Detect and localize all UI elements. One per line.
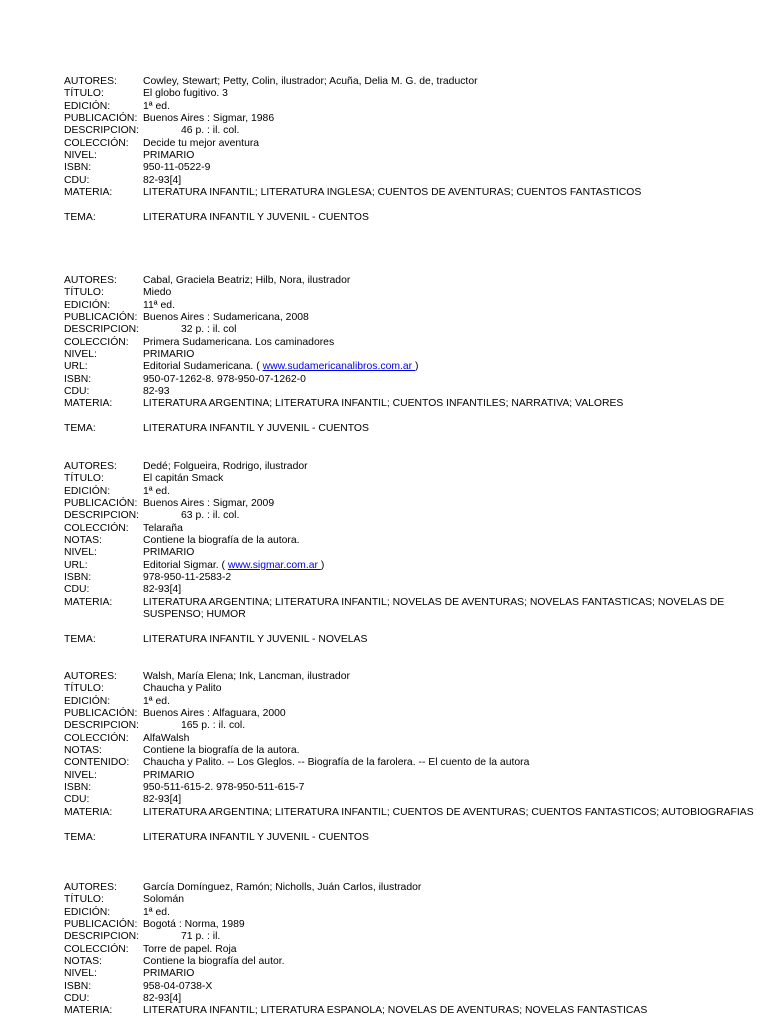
collection-value: Torre de papel. Roja bbox=[143, 943, 237, 955]
catalog-record bbox=[64, 461, 754, 646]
field-label: CDU: bbox=[64, 993, 90, 1005]
authors-value: García Domínguez, Ramón; Nicholls, Juán Carlos, ilustrador bbox=[143, 882, 422, 893]
edition-value: 1ª ed. bbox=[143, 906, 170, 918]
title-value: El capitán Smack bbox=[143, 473, 224, 485]
field-descripcion bbox=[64, 931, 754, 943]
field-label: PUBLICACIÓN: bbox=[64, 312, 138, 324]
theme-value: LITERATURA INFANTIL Y JUVENIL - CUENTOS bbox=[143, 423, 369, 435]
field-publicacion bbox=[64, 312, 754, 324]
field-cdu bbox=[64, 175, 754, 187]
field-label: NOTAS: bbox=[64, 535, 102, 547]
field-url bbox=[64, 361, 754, 373]
field-label: NOTAS: bbox=[64, 956, 102, 968]
field-materia bbox=[64, 807, 754, 819]
field-titulo bbox=[64, 473, 754, 485]
url-suffix: ) bbox=[320, 559, 325, 571]
level-value: PRIMARIO bbox=[143, 547, 195, 559]
url-value bbox=[143, 361, 754, 373]
level-value: PRIMARIO bbox=[143, 769, 195, 781]
field-label: CONTENIDO: bbox=[64, 757, 130, 769]
level-value: PRIMARIO bbox=[143, 150, 195, 162]
field-coleccion bbox=[64, 733, 754, 745]
field-edicion bbox=[64, 696, 754, 708]
field-tema bbox=[64, 423, 754, 435]
field-label: NOTAS: bbox=[64, 745, 102, 757]
notes-value: Contiene la biografía de la autora. bbox=[143, 535, 300, 547]
field-label: DESCRIPCION: bbox=[64, 931, 140, 943]
theme-value: LITERATURA INFANTIL Y JUVENIL - CUENTOS bbox=[143, 831, 369, 843]
field-label: EDICIÓN: bbox=[64, 100, 111, 112]
field-notas bbox=[64, 535, 754, 547]
field-descripcion bbox=[64, 324, 754, 336]
field-label: EDICIÓN: bbox=[64, 695, 111, 707]
field-materia bbox=[64, 187, 754, 199]
field-tema bbox=[64, 212, 754, 224]
field-materia bbox=[64, 597, 754, 622]
field-label: ISBN: bbox=[64, 782, 92, 794]
field-label: TEMA: bbox=[64, 831, 96, 843]
theme-value: LITERATURA INFANTIL Y JUVENIL - NOVELAS bbox=[143, 633, 368, 645]
field-label: DESCRIPCION: bbox=[64, 720, 140, 732]
catalog-record bbox=[64, 76, 754, 224]
field-label: MATERIA: bbox=[64, 398, 113, 410]
field-label: AUTORES: bbox=[64, 275, 117, 286]
field-materia bbox=[64, 398, 754, 410]
field-label: TEMA: bbox=[64, 211, 96, 223]
field-isbn bbox=[64, 162, 754, 174]
cdu-value: 82-93[4] bbox=[143, 174, 182, 186]
field-isbn bbox=[64, 981, 754, 993]
collection-value: AlfaWalsh bbox=[143, 732, 190, 744]
field-titulo bbox=[64, 894, 754, 906]
url-prefix: Editorial Sudamericana. ( bbox=[143, 361, 263, 373]
collection-value: Primera Sudamericana. Los caminadores bbox=[143, 336, 335, 348]
publication-value: Buenos Aires : Sigmar, 2009 bbox=[143, 498, 275, 510]
isbn-value: 978-950-11-2583-2 bbox=[143, 572, 232, 584]
collection-value: Decide tu mejor aventura bbox=[143, 137, 260, 149]
field-label: TÍTULO: bbox=[64, 894, 104, 906]
field-tema bbox=[64, 832, 754, 844]
catalog-record bbox=[64, 671, 754, 844]
field-label: COLECCIÓN: bbox=[64, 336, 129, 348]
subject-value: LITERATURA ARGENTINA; LITERATURA INFANTIL; NOVELAS DE AVENTURAS; NOVELAS FANTASTICAS; NOVELAS DE SUSPENSO; HUMOR bbox=[143, 596, 725, 621]
field-label: CDU: bbox=[64, 794, 90, 806]
field-label: TÍTULO: bbox=[64, 473, 104, 485]
description-value: 165 p. : il. col. bbox=[181, 720, 246, 732]
authors-value: Cabal, Graciela Beatriz; Hilb, Nora, ilustrador bbox=[143, 275, 351, 286]
field-nivel bbox=[64, 770, 754, 782]
field-isbn bbox=[64, 782, 754, 794]
field-edicion bbox=[64, 101, 754, 113]
field-label: COLECCIÓN: bbox=[64, 732, 129, 744]
url-suffix: ) bbox=[415, 361, 419, 373]
field-notas bbox=[64, 956, 754, 968]
field-label: TÍTULO: bbox=[64, 287, 104, 299]
field-nivel bbox=[64, 349, 754, 361]
catalog-record bbox=[64, 275, 754, 436]
field-coleccion bbox=[64, 138, 754, 150]
edition-value: 1ª ed. bbox=[143, 100, 170, 112]
field-publicacion bbox=[64, 113, 754, 125]
field-label: MATERIA: bbox=[64, 806, 113, 818]
field-label: DESCRIPCION: bbox=[64, 125, 140, 137]
field-label: ISBN: bbox=[64, 572, 92, 584]
field-cdu bbox=[64, 794, 754, 806]
field-label: CDU: bbox=[64, 386, 90, 398]
field-isbn bbox=[64, 572, 754, 584]
field-label: NIVEL: bbox=[64, 349, 97, 361]
field-materia bbox=[64, 1005, 754, 1017]
field-publicacion bbox=[64, 498, 754, 510]
field-label: AUTORES: bbox=[64, 671, 117, 682]
field-label: AUTORES: bbox=[64, 76, 117, 87]
field-label: ISBN: bbox=[64, 980, 92, 992]
field-label: URL: bbox=[64, 559, 88, 571]
authors-value: Cowley, Stewart; Petty, Colin, ilustrador; Acuña, Delia M. G. de, traductor bbox=[143, 76, 478, 87]
publisher-link[interactable]: www.sudamericanalibros.com.ar bbox=[262, 361, 416, 373]
subject-value: LITERATURA INFANTIL; LITERATURA INGLESA; CUENTOS DE AVENTURAS; CUENTOS FANTASTICOS bbox=[143, 187, 642, 199]
field-label: NIVEL: bbox=[64, 547, 97, 559]
isbn-value: 958-04-0738-X bbox=[143, 980, 213, 992]
field-label: EDICIÓN: bbox=[64, 485, 111, 497]
field-titulo bbox=[64, 287, 754, 299]
field-isbn bbox=[64, 374, 754, 386]
field-autores bbox=[64, 461, 754, 473]
field-autores bbox=[64, 76, 754, 88]
field-autores bbox=[64, 882, 754, 894]
field-descripcion bbox=[64, 720, 754, 732]
title-value: Solomán bbox=[143, 894, 185, 906]
field-cdu bbox=[64, 993, 754, 1005]
title-value: Miedo bbox=[143, 287, 172, 299]
field-edicion bbox=[64, 907, 754, 919]
url-prefix: Editorial Sigmar. ( bbox=[143, 559, 228, 571]
publication-value: Buenos Aires : Sigmar, 1986 bbox=[143, 113, 275, 125]
field-label: AUTORES: bbox=[64, 461, 117, 472]
publisher-link[interactable]: www.sigmar.com.ar bbox=[227, 559, 321, 571]
field-autores bbox=[64, 275, 754, 287]
field-label: DESCRIPCION: bbox=[64, 510, 140, 522]
isbn-value: 950-07-1262-8. 978-950-07-1262-0 bbox=[143, 373, 306, 385]
isbn-value: 950-11-0522-9 bbox=[143, 162, 211, 174]
publication-value: Bogotá : Norma, 1989 bbox=[143, 919, 245, 931]
title-value: El globo fugitivo. 3 bbox=[143, 88, 228, 100]
description-value: 63 p. : il. col. bbox=[181, 510, 240, 522]
field-autores bbox=[64, 671, 754, 683]
field-label: CDU: bbox=[64, 174, 90, 186]
field-label: COLECCIÓN: bbox=[64, 522, 129, 534]
description-value: 32 p. : il. col bbox=[181, 324, 237, 336]
field-descripcion bbox=[64, 510, 754, 522]
field-descripcion bbox=[64, 125, 754, 137]
cdu-value: 82-93[4] bbox=[143, 794, 182, 806]
field-label: TEMA: bbox=[64, 633, 96, 645]
subject-value: LITERATURA ARGENTINA; LITERATURA INFANTIL; CUENTOS INFANTILES; NARRATIVA; VALORES bbox=[143, 398, 624, 410]
field-label: NIVEL: bbox=[64, 150, 97, 162]
edition-value: 11ª ed. bbox=[143, 299, 175, 311]
url-value bbox=[143, 560, 754, 572]
theme-value: LITERATURA INFANTIL Y JUVENIL - CUENTOS bbox=[143, 211, 369, 223]
field-contenido bbox=[64, 757, 754, 769]
field-label: ISBN: bbox=[64, 162, 92, 174]
isbn-value: 950-511-615-2. 978-950-511-615-7 bbox=[143, 782, 305, 794]
field-label: ISBN: bbox=[64, 373, 92, 385]
field-label: EDICIÓN: bbox=[64, 906, 111, 918]
level-value: PRIMARIO bbox=[143, 349, 195, 361]
notes-value: Contiene la biografía del autor. bbox=[143, 956, 285, 968]
field-publicacion bbox=[64, 708, 754, 720]
field-label: COLECCIÓN: bbox=[64, 943, 129, 955]
subject-value: LITERATURA INFANTIL; LITERATURA ESPANOLA; NOVELAS DE AVENTURAS; NOVELAS FANTASTICAS bbox=[143, 1005, 648, 1017]
authors-value: Walsh, María Elena; Ink, Lancman, ilustrador bbox=[143, 671, 350, 682]
cdu-value: 82-93[4] bbox=[143, 584, 182, 596]
description-value: 46 p. : il. col. bbox=[181, 125, 240, 137]
field-label: PUBLICACIÓN: bbox=[64, 498, 138, 510]
field-notas bbox=[64, 745, 754, 757]
field-label: MATERIA: bbox=[64, 187, 113, 199]
level-value: PRIMARIO bbox=[143, 968, 195, 980]
field-url bbox=[64, 560, 754, 572]
catalog-record bbox=[64, 882, 754, 1018]
field-label: URL: bbox=[64, 361, 88, 373]
field-nivel bbox=[64, 150, 754, 162]
field-coleccion bbox=[64, 337, 754, 349]
cdu-value: 82-93[4] bbox=[143, 993, 182, 1005]
publication-value: Buenos Aires : Alfaguara, 2000 bbox=[143, 708, 286, 720]
title-value: Chaucha y Palito bbox=[143, 683, 222, 695]
field-label: PUBLICACIÓN: bbox=[64, 708, 138, 720]
field-label: NIVEL: bbox=[64, 968, 97, 980]
field-label: TÍTULO: bbox=[64, 683, 104, 695]
field-label: PUBLICACIÓN: bbox=[64, 113, 138, 125]
field-titulo bbox=[64, 683, 754, 695]
field-coleccion bbox=[64, 523, 754, 535]
field-nivel bbox=[64, 968, 754, 980]
edition-value: 1ª ed. bbox=[143, 695, 170, 707]
publication-value: Buenos Aires : Sudamericana, 2008 bbox=[143, 312, 309, 324]
field-label: MATERIA: bbox=[64, 596, 113, 608]
field-label: TÍTULO: bbox=[64, 88, 104, 100]
edition-value: 1ª ed. bbox=[143, 485, 170, 497]
subject-value: LITERATURA ARGENTINA; LITERATURA INFANTIL; CUENTOS DE AVENTURAS; CUENTOS FANTASTICOS; AUTOBIOGRAFIAS bbox=[143, 806, 754, 818]
field-label: NIVEL: bbox=[64, 769, 97, 781]
field-edicion bbox=[64, 486, 754, 498]
field-tema bbox=[64, 634, 754, 646]
field-label: EDICIÓN: bbox=[64, 299, 111, 311]
authors-value: Dedé; Folgueira, Rodrigo, ilustrador bbox=[143, 461, 308, 472]
field-label: MATERIA: bbox=[64, 1005, 113, 1017]
field-edicion bbox=[64, 300, 754, 312]
notes-value: Contiene la biografía de la autora. bbox=[143, 745, 300, 757]
cdu-value: 82-93 bbox=[143, 386, 170, 398]
field-label: AUTORES: bbox=[64, 882, 117, 893]
field-nivel bbox=[64, 547, 754, 559]
field-label: CDU: bbox=[64, 584, 90, 596]
description-value: 71 p. : il. bbox=[181, 931, 221, 943]
field-coleccion bbox=[64, 944, 754, 956]
contents-value: Chaucha y Palito. -- Los Gleglos. -- Biografía de la farolera. -- El cuento de la autora bbox=[143, 757, 530, 769]
field-label: TEMA: bbox=[64, 423, 96, 435]
field-cdu bbox=[64, 386, 754, 398]
field-titulo bbox=[64, 88, 754, 100]
field-cdu bbox=[64, 584, 754, 596]
field-label: DESCRIPCION: bbox=[64, 324, 140, 336]
field-label: PUBLICACIÓN: bbox=[64, 919, 138, 931]
collection-value: Telaraña bbox=[143, 522, 183, 534]
field-publicacion bbox=[64, 919, 754, 931]
field-label: COLECCIÓN: bbox=[64, 137, 129, 149]
